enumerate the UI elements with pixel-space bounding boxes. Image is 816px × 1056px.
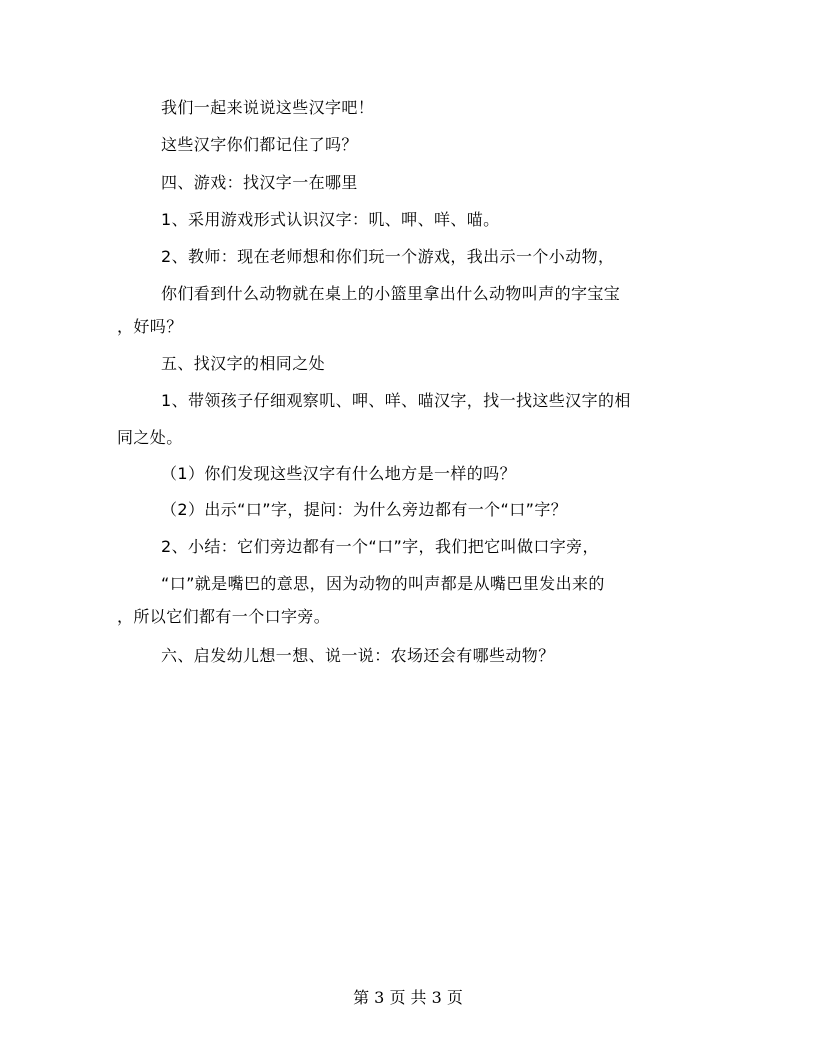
text-line-1: 我们一起来说说这些汉字吧！ (161, 98, 375, 117)
text-line-5: 2、教师：现在老师想和你们玩一个游戏，我出示一个小动物， (161, 247, 615, 266)
text-line-13: 2、小结：它们旁边都有一个“口”字，我们把它叫做口字旁， (161, 537, 599, 556)
text-line-9: 1、带领孩子仔细观察叽、呷、咩、喵汉字，找一找这些汉字的相 (161, 391, 631, 410)
text-line-4: 1、采用游戏形式认识汉字：叽、呷、咩、喵。 (161, 210, 500, 229)
text-line-12: （2）出示“口”字，提问：为什么旁边都有一个“口”字？ (161, 500, 568, 519)
text-line-14: “口”就是嘴巴的意思，因为动物的叫声都是从嘴巴里发出来的 (161, 574, 605, 593)
section-heading-6: 六、启发幼儿想一想、说一说：农场还会有哪些动物？ (161, 646, 555, 665)
section-heading-5: 五、找汉字的相同之处 (161, 354, 326, 373)
text-line-11: （1）你们发现这些汉字有什么地方是一样的吗？ (161, 464, 516, 483)
text-line-7: ，好吗？ (117, 317, 183, 336)
text-line-2: 这些汉字你们都记住了吗？ (161, 135, 358, 154)
page-number-footer: 第 3 页 共 3 页 (353, 988, 463, 1007)
text-line-6: 你们看到什么动物就在桌上的小篮里拿出什么动物叫声的字宝宝 (161, 284, 621, 303)
text-line-15: ，所以它们都有一个口字旁。 (117, 607, 331, 626)
text-line-10: 同之处。 (117, 428, 183, 447)
section-heading-4: 四、游戏：找汉字一在哪里 (161, 173, 358, 192)
